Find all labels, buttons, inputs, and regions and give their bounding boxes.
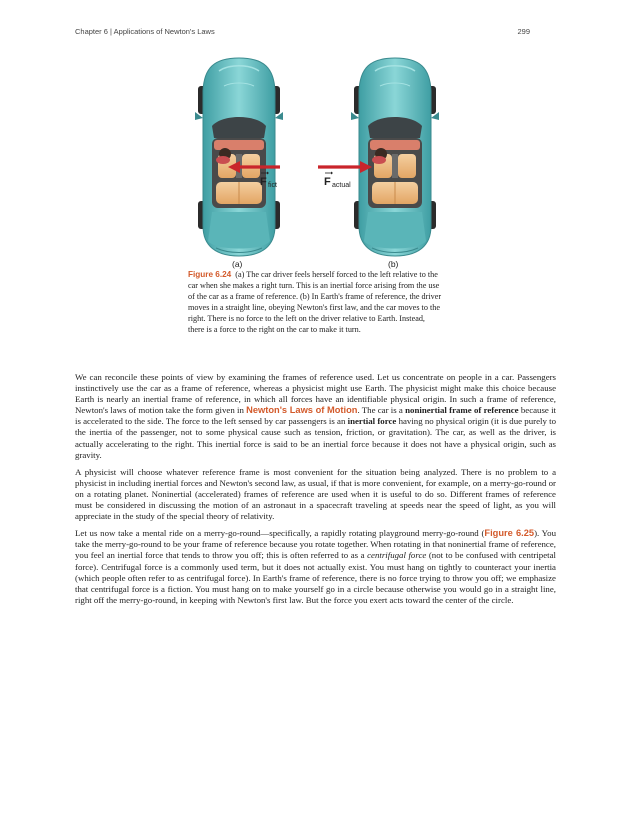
term-inertial-force: inertial force <box>347 416 397 427</box>
figure-caption-label: Figure 6.24 <box>188 270 232 279</box>
paragraph-3 <box>75 528 556 606</box>
running-head <box>75 27 530 36</box>
figure-caption <box>188 270 443 335</box>
chapter-title: Chapter 6 | Applications of Newton's Laws <box>75 27 215 36</box>
paragraph-1-text: . The car is a <box>357 405 406 416</box>
paragraph-3-text: (not to be confused with centripetal force). Centrifugal force is a commonly used term, but it does not actually exist. You must hang on tightly to counteract your inertia (which people often refer to as centrifugal force). In Earth's frame of reference, there is no force trying to throw you off; we emphasize that centrifugal force is a fiction. You must hang on to make yourself go in a circle because otherwise you would go in a straight line, right off the merry-go-round, in keeping with Newton's first law. But the force you exert acts toward the center of the circle. <box>75 550 556 605</box>
svg-text:fict: fict <box>268 182 277 189</box>
svg-text:F: F <box>324 176 331 188</box>
figure-sublabel-b: (b) <box>388 259 399 269</box>
paragraph-3-text: ). You take the merry-go-round to be your frame of reference because you rotate together. When rotating in that noninertial frame of reference, you feel an inertial force that tends to throw you off; this is often referred to as a <box>75 528 556 561</box>
page-number: 299 <box>517 27 530 36</box>
svg-text:actual: actual <box>332 182 351 189</box>
paragraph-1-text: having no physical origin (it is due purely to the inertia of the passenger, not to some physical cause such as tension, friction, or gravitation). The car, as well as the driver, is actually accelerating to the right. This inertial force is said to be an inertial force because it does not have a physical origin, such as gravity. <box>75 416 556 460</box>
figure-caption-text: (a) The car driver feels herself forced to the left relative to the car when she makes a right turn. This is an inertial force arising from the use of the car as a frame of reference. (b) In Earth's frame of reference, the driver moves in a straight line, obeying Newton's first law, and the car moves to the right. There is no force to the left on the driver relative to Earth. Instead, there is a force to the right on the car to make it turn. <box>188 270 442 334</box>
paragraph-3-text: Let us now take a mental ride on a merry-go-round—specifically, a rapidly rotating playground merry-go-round ( <box>75 528 485 539</box>
term-centrifugal-force: centrifugal force <box>367 550 427 561</box>
term-noninertial-frame: noninertial frame of reference <box>405 405 519 416</box>
actual-force-label <box>324 172 351 190</box>
link-figure-6-25[interactable]: Figure 6.25 <box>484 528 535 539</box>
car-figure <box>170 52 460 272</box>
paragraph-2: A physicist will choose whatever reference frame is most convenient for the situation being analyzed. There is no problem to a physicist in including inertial forces and Newton's second law, as usual, if that is more convenient, for example, on a merry-go-round or on a rotating planet. Noninertial (accelerated) frames of reference are used when it is useful to do so. Different frames of reference must be considered in discussing the motion of an astronaut in a spacecraft traveling at speeds near the speed of light, as you will appreciate in the study of the special theory of relativity. <box>75 466 556 522</box>
paragraph-1-text: because it is accelerated to the side. The force to the left sensed by car passengers is an <box>75 405 556 427</box>
svg-text:F: F <box>260 176 267 188</box>
car-b <box>351 58 439 256</box>
body-text <box>75 372 556 612</box>
link-newtons-laws[interactable]: Newton's Laws of Motion <box>246 405 358 416</box>
paragraph-1 <box>75 372 556 461</box>
figure-sublabel-a: (a) <box>232 259 243 269</box>
paragraph-1-text: We can reconcile these points of view by examining the frames of reference used. Let us concentrate on people in a car. Passengers instinctively use the car as a frame of reference, whereas a physicist might use Earth. The physicist might make this choice because Earth is nearly an inertial frame of reference, in which all forces have an identifiable physical origin. In such a frame of reference, Newton's laws of motion take the form given in <box>75 372 556 416</box>
car-a <box>195 58 283 256</box>
